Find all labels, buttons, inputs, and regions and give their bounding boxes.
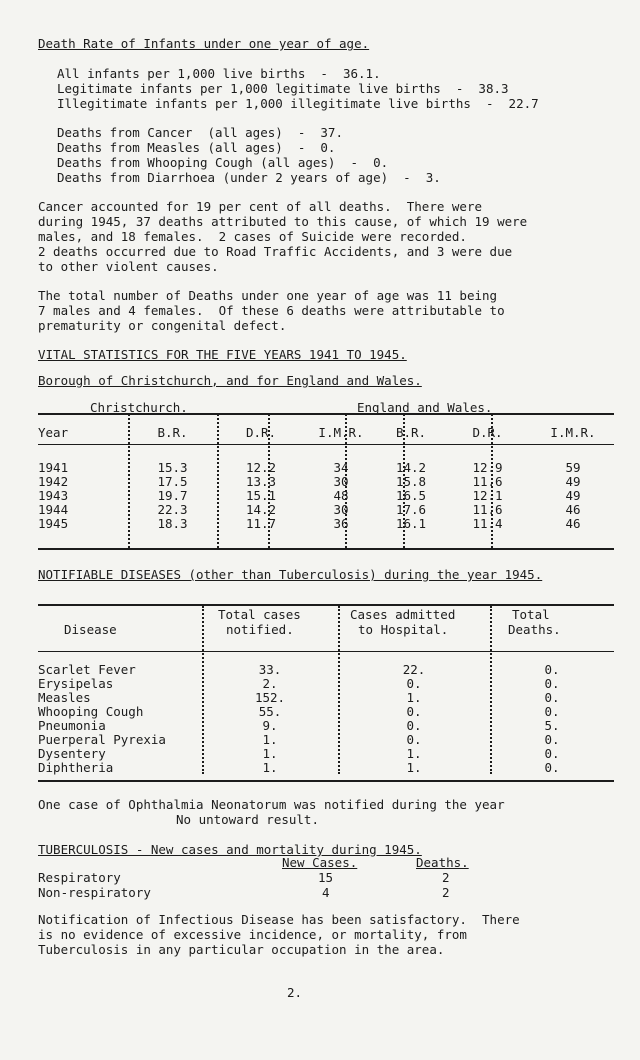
table-top-rule (38, 604, 614, 606)
column-header-ew-birth-rate: B.R. (395, 425, 427, 440)
column-header-total-deaths: Total (512, 607, 550, 622)
tb-paragraph-line: Tuberculosis in any particular occupation in the area. (38, 942, 445, 957)
value-cell: 0. (544, 704, 560, 719)
tb-row-label: Non-respiratory (38, 885, 151, 900)
column-separator (403, 414, 405, 548)
cause-line: Deaths from Diarrhoea (under 2 years of age) - 3. (57, 170, 441, 185)
value-cell: 152. (254, 690, 286, 705)
vital-header-row (38, 426, 614, 440)
value-cell: 1. (262, 732, 278, 747)
table-bottom-rule (38, 780, 614, 782)
group-label-christchurch: Christchurch. (90, 400, 188, 415)
disease-cell: Dysentery (38, 746, 106, 761)
value-cell: 48 (333, 488, 349, 503)
disease-cell: Measles (38, 690, 91, 705)
cause-line: Deaths from Measles (all ages) - 0. (57, 140, 336, 155)
column-separator (338, 606, 340, 774)
column-header-cc-death-rate: D.R. (245, 425, 277, 440)
table-row (38, 461, 614, 475)
column-separator (217, 414, 219, 548)
value-cell: 9. (262, 718, 278, 733)
infant-rate-line: Legitimate infants per 1,000 legitimate live births - 38.3 (57, 81, 509, 96)
ophthalmia-note: One case of Ophthalmia Neonatorum was notified during the year (38, 797, 505, 812)
infant-rate-line: All infants per 1,000 live births - 36.1. (57, 66, 381, 81)
cancer-paragraph-line: to other violent causes. (38, 259, 219, 274)
value-cell: 0. (544, 732, 560, 747)
table-row (38, 475, 614, 489)
column-header-total-cases: Total cases (218, 607, 301, 622)
column-header-total-cases-2: notified. (226, 622, 294, 637)
column-header-cc-birth-rate: B.R. (157, 425, 188, 440)
notifiable-diseases-table (38, 663, 614, 775)
value-cell: 15.1 (245, 488, 277, 503)
table-bottom-rule (38, 548, 614, 550)
value-cell: 11.6 (472, 474, 503, 489)
year-cell: 1943 (38, 488, 69, 503)
column-header-cc-infant-mortality: I.M.R. (318, 425, 364, 440)
column-header-admitted: Cases admitted (350, 607, 456, 622)
table-row (38, 517, 614, 531)
value-cell: 22. (402, 662, 426, 677)
column-header-tb-deaths: Deaths. (416, 855, 469, 870)
table-row (38, 733, 614, 747)
value-cell: 0. (544, 746, 560, 761)
value-cell: 14.2 (245, 502, 277, 517)
column-separator (491, 414, 493, 548)
value-cell: 0. (544, 662, 560, 677)
value-cell: 17.5 (157, 474, 188, 489)
disease-cell: Whooping Cough (38, 704, 144, 719)
group-label-england-wales: England and Wales. (357, 400, 493, 415)
cause-line: Deaths from Whooping Cough (all ages) - 0. (57, 155, 389, 170)
disease-cell: Scarlet Fever (38, 662, 136, 677)
tb-value: 15 (318, 870, 334, 885)
column-header-year: Year (38, 425, 69, 440)
value-cell: 22.3 (157, 502, 188, 517)
column-separator (128, 414, 130, 548)
value-cell: 55. (258, 704, 282, 719)
tb-paragraph-line: is no evidence of excessive incidence, or mortality, from (38, 927, 467, 942)
ophthalmia-note-result: No untoward result. (176, 812, 319, 827)
value-cell: 33. (258, 662, 282, 677)
value-cell: 1. (406, 746, 422, 761)
column-separator (202, 606, 204, 774)
tb-value: 2 (442, 885, 450, 900)
disease-cell: Puerperal Pyrexia (38, 732, 166, 747)
table-row (38, 705, 614, 719)
page-number: 2. (287, 985, 303, 1000)
column-header-admitted-2: to Hospital. (358, 622, 449, 637)
table-row (38, 489, 614, 503)
value-cell: 1. (406, 690, 422, 705)
tb-value: 4 (322, 885, 330, 900)
value-cell: 11.6 (472, 502, 503, 517)
tb-row-label: Respiratory (38, 870, 121, 885)
value-cell: 5. (544, 718, 560, 733)
value-cell: 16.5 (395, 488, 427, 503)
value-cell: 30 (333, 502, 349, 517)
value-cell: 16.1 (395, 516, 427, 531)
infant-death-rate-heading: Death Rate of Infants under one year of age. (38, 36, 370, 51)
infant-deaths-paragraph-line: 7 males and 4 females. Of these 6 deaths were attributable to (38, 303, 505, 318)
disease-cell: Diphtheria (38, 760, 114, 775)
value-cell: 46 (565, 516, 581, 531)
table-row (38, 691, 614, 705)
column-separator (345, 414, 347, 548)
cancer-paragraph-line: Cancer accounted for 19 per cent of all deaths. There were (38, 199, 483, 214)
tb-paragraph-line: Notification of Infectious Disease has been satisfactory. There (38, 912, 520, 927)
value-cell: 12.1 (472, 488, 503, 503)
value-cell: 1. (262, 760, 278, 775)
disease-cell: Pneumonia (38, 718, 106, 733)
value-cell: 59 (565, 460, 581, 475)
table-top-rule (38, 413, 614, 415)
value-cell: 0. (544, 760, 560, 775)
value-cell: 1. (406, 760, 422, 775)
value-cell: 49 (565, 474, 581, 489)
value-cell: 15.8 (395, 474, 427, 489)
table-row (38, 663, 614, 677)
value-cell: 19.7 (157, 488, 188, 503)
value-cell: 0. (406, 718, 422, 733)
value-cell: 36 (333, 516, 349, 531)
cancer-paragraph-line: during 1945, 37 deaths attributed to this cause, of which 19 were (38, 214, 528, 229)
cancer-paragraph-line: 2 deaths occurred due to Road Traffic Accidents, and 3 were due (38, 244, 513, 259)
value-cell: 49 (565, 488, 581, 503)
column-header-ew-infant-mortality: I.M.R. (550, 425, 596, 440)
value-cell: 34 (333, 460, 349, 475)
table-row (38, 747, 614, 761)
value-cell: 1. (262, 746, 278, 761)
header-rule (38, 651, 614, 652)
value-cell: 18.3 (157, 516, 188, 531)
year-cell: 1945 (38, 516, 69, 531)
column-header-new-cases: New Cases. (282, 855, 358, 870)
value-cell: 0. (544, 676, 560, 691)
value-cell: 0. (406, 704, 422, 719)
value-cell: 17.6 (395, 502, 427, 517)
infant-rate-line: Illegitimate infants per 1,000 illegitimate live births - 22.7 (57, 96, 539, 111)
cause-line: Deaths from Cancer (all ages) - 37. (57, 125, 343, 140)
table-row (38, 719, 614, 733)
value-cell: 12.9 (472, 460, 503, 475)
year-cell: 1944 (38, 502, 69, 517)
table-row (38, 677, 614, 691)
value-cell: 30 (333, 474, 349, 489)
year-cell: 1942 (38, 474, 69, 489)
column-separator (490, 606, 492, 774)
vital-statistics-subheading: Borough of Christchurch, and for England and Wales. (38, 373, 422, 388)
column-separator (268, 414, 270, 548)
cancer-paragraph-line: males, and 18 females. 2 cases of Suicide were recorded. (38, 229, 467, 244)
vital-statistics-heading: VITAL STATISTICS FOR THE FIVE YEARS 1941 TO 1945. (38, 347, 407, 362)
value-cell: 12.2 (245, 460, 277, 475)
value-cell: 0. (406, 732, 422, 747)
table-row (38, 503, 614, 517)
value-cell: 13.3 (245, 474, 277, 489)
column-header-ew-death-rate: D.R. (472, 425, 503, 440)
infant-deaths-paragraph-line: prematurity or congenital defect. (38, 318, 287, 333)
value-cell: 46 (565, 502, 581, 517)
column-header-disease: Disease (64, 622, 117, 637)
value-cell: 2. (262, 676, 278, 691)
disease-cell: Erysipelas (38, 676, 114, 691)
header-rule (38, 444, 614, 445)
notifiable-diseases-heading: NOTIFIABLE DISEASES (other than Tuberculosis) during the year 1945. (38, 567, 543, 582)
value-cell: 14.2 (395, 460, 427, 475)
value-cell: 11.4 (472, 516, 503, 531)
tuberculosis-heading: TUBERCULOSIS - New cases and mortality during 1945. (38, 842, 422, 857)
column-header-total-deaths-2: Deaths. (508, 622, 561, 637)
value-cell: 0. (406, 676, 422, 691)
value-cell: 11.7 (245, 516, 277, 531)
tb-value: 2 (442, 870, 450, 885)
value-cell: 15.3 (157, 460, 188, 475)
year-cell: 1941 (38, 460, 69, 475)
vital-statistics-table (38, 426, 614, 531)
infant-deaths-paragraph-line: The total number of Deaths under one year of age was 11 being (38, 288, 498, 303)
table-row (38, 761, 614, 775)
value-cell: 0. (544, 690, 560, 705)
